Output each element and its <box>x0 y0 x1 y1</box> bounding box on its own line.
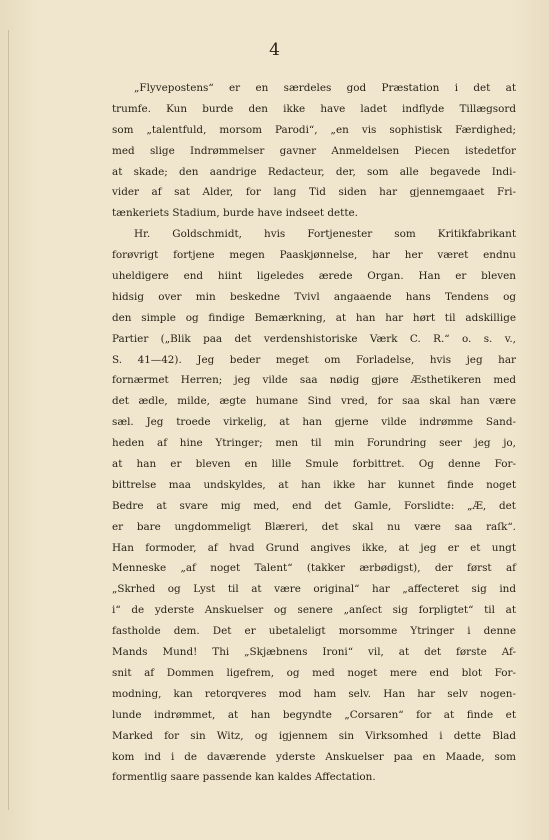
text-line: Hr. Goldschmidt, hvis Fortjenester som Kritikfabrikant <box>134 228 516 241</box>
text-line: den simple og findige Bemærkning, at han har hørt til adskillige <box>112 311 516 324</box>
text-line: som „talentfuld, morsom Parodi“, „en vis sophistisk Færdighed; <box>112 123 516 136</box>
text-line: med slige Indrømmelser gavner Anmeldelsen Piecen istedetfor <box>112 144 516 157</box>
text-line: Han formoder, af hvad Grund angives ikke, at jeg er et ungt <box>112 541 516 554</box>
text-line: lunde indrømmet, at han begyndte „Corsaren“ for at finde et <box>112 708 516 721</box>
text-line: vider af sat Alder, for lang Tid siden har gjennemgaaet Fri- <box>112 186 516 199</box>
text-line: Mands Mund! Thi „Skjæbnens Ironi“ vil, at det første Af- <box>112 646 516 659</box>
text-line: forøvrigt fortjene megen Paaskjønnelse, har her været endnu <box>112 249 516 262</box>
text-line: at skade; den aandrige Redacteur, der, som alle begavede Indi- <box>112 165 516 178</box>
page-gutter-divider <box>8 30 9 810</box>
text-line: er bare ungdommeligt Blæreri, det skal nu være saa raſk“. <box>112 520 516 533</box>
text-line: formentlig saare passende kan kaldes Affectation. <box>112 771 376 784</box>
text-line: Menneske „af noget Talent“ (takker ærbødigst), der først af <box>112 562 516 575</box>
text-line: Marked for sin Witz, og igjennem sin Virksomhed i dette Blad <box>112 729 516 742</box>
text-line: Partier („Blik paa det verdenshistoriske Værk C. R.“ o. s. v., <box>112 332 516 345</box>
text-line: trumfe. Kun burde den ikke have ladet indflyde Tillægsord <box>112 102 516 115</box>
text-line: det ædle, milde, ægte humane Sind vred, for saa skal han være <box>112 395 516 408</box>
text-line: modning, kan retorqveres mod ham selv. Han har selv nogen- <box>112 687 516 700</box>
text-line: kom ind i de daværende yderste Anskuelser paa en Maade, som <box>112 750 516 763</box>
text-line: „Skrhed og Lyst til at være original“ har „affecteret sig ind <box>112 583 516 596</box>
body-text <box>112 78 516 788</box>
text-line: at han er bleven en lille Smule forbittret. Og denne For- <box>112 458 516 471</box>
text-line: „Flyvepostens“ er en særdeles god Præstation i det at <box>134 82 516 94</box>
text-line: sæl. Jeg troede virkelig, at han gjerne vilde indrømme Sand- <box>112 416 516 429</box>
text-line: snit af Dommen ligefrem, og med noget mere end blot For- <box>112 666 516 679</box>
text-line: heden af hine Ytringer; men til min Forundring seer jeg jo, <box>112 437 516 450</box>
text-line: Bedre at svare mig med, end det Gamle, Forslidte: „Æ, det <box>112 499 516 512</box>
text-line: i“ de yderste Anskuelser og senere „anſect sig forpligtet“ til at <box>112 604 516 617</box>
text-line: uheldigere end hiint ligeledes ærede Organ. Han er bleven <box>112 270 516 283</box>
text-line: hidsig over min beskedne Tvivl angaaende hans Tendens og <box>112 290 516 303</box>
text-line: fornærmet Herren; jeg vilde saa nødig gjøre Æsthetikeren med <box>112 374 516 387</box>
text-line: bittrelse maa undskyldes, at han ikke har kunnet finde noget <box>112 478 516 491</box>
text-line: tænkeriets Stadium, burde have indseet dette. <box>112 207 358 220</box>
text-line: S. 41—42). Jeg beder meget om Forladelse, hvis jeg har <box>112 353 516 366</box>
text-line: fastholde dem. Det er ubetaleligt morsomme Ytringer i denne <box>112 625 516 638</box>
page-number: 4 <box>269 40 280 60</box>
